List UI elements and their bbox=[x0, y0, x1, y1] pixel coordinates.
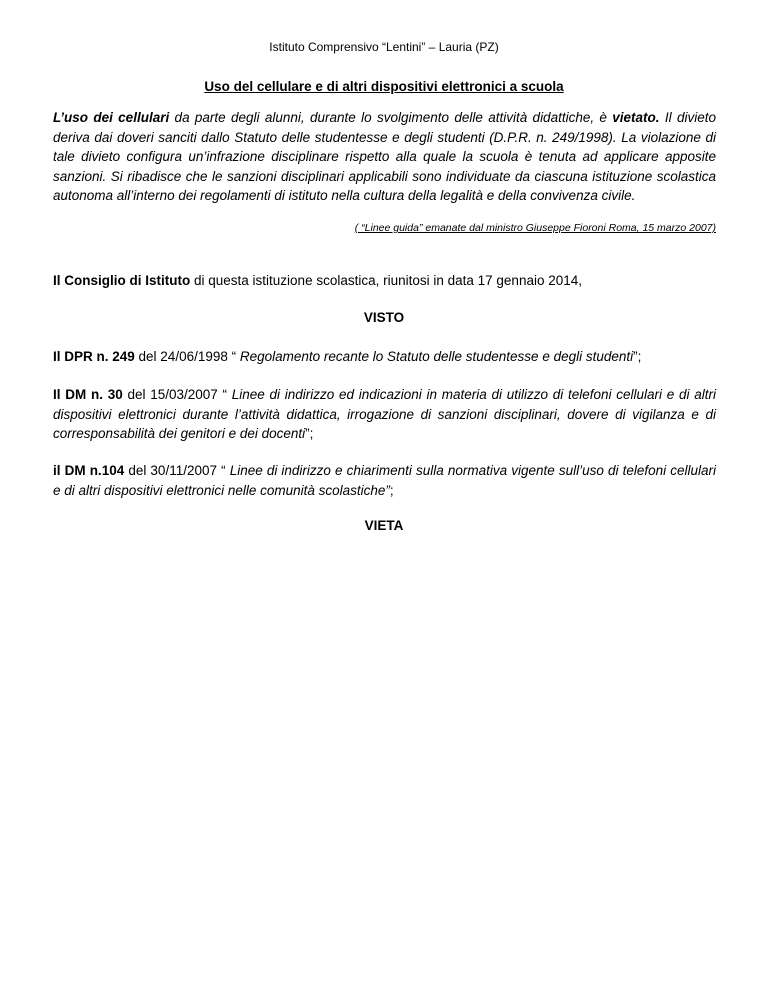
dpr-italic: Regolamento recante lo Statuto delle studentesse e degli studenti bbox=[239, 349, 634, 364]
dm30-italic: Linee di indirizzo ed indicazioni in materia di utilizzo di telefoni cellulari e di altri dispositivi elettronici durante l’attività didattica, irrogazione di sanzioni disciplinari, dovere di vigilanza e di corresponsabilità dei genitori e dei docenti bbox=[53, 387, 716, 441]
dpr-paragraph bbox=[53, 347, 716, 367]
quote-bold-start: L’uso dei cellulari bbox=[53, 110, 170, 125]
visto-heading: VISTO bbox=[363, 310, 405, 325]
consiglio-text: di questa istituzione scolastica, riunitosi in data 17 gennaio 2014, bbox=[190, 273, 583, 288]
quote-source bbox=[53, 222, 716, 234]
quote-text-2: Il divieto deriva dai doveri sanciti dallo Statuto delle studentesse e degli studenti (D.P.R. n. 249/1998). La violazione di tale divieto configura un’infrazione disciplinare rispetto alla quale la scuola è tenuta ad applicare apposite sanzioni. Si ribadisce che le sanzioni disciplinari applicabili sono individuate da ciascuna istituzione scolastica autonoma all’interno dei regolamenti di istituto nella cultura della legalità e della convivenza civile. bbox=[53, 110, 716, 203]
quote-bold-vietato: vietato. bbox=[612, 110, 660, 125]
quote-source-text: ( “Linee guida” emanate dal ministro Giuseppe Fioroni Roma, 15 marzo 2007) bbox=[354, 222, 716, 234]
page-header: Istituto Comprensivo “Lentini” – Lauria (PZ) bbox=[269, 40, 499, 54]
vieta-heading: VIETA bbox=[364, 518, 404, 533]
dpr-end: ”; bbox=[633, 349, 642, 364]
consiglio-bold: Il Consiglio di Istituto bbox=[53, 273, 191, 288]
document-title: Uso del cellulare e di altri dispositivi elettronici a scuola bbox=[204, 79, 564, 94]
quote-text-1: da parte degli alunni, durante lo svolgimento delle attività didattiche, è bbox=[169, 110, 613, 125]
dm104-italic: Linee di indirizzo e chiarimenti sulla normativa vigente sull’uso di telefoni cellulari e di altri dispositivi elettronici nelle comunità scolastiche” bbox=[53, 463, 716, 498]
dm104-text: del 30/11/2007 “ bbox=[124, 463, 230, 478]
dpr-bold: Il DPR n. 249 bbox=[53, 349, 135, 364]
dm30-end: ”; bbox=[305, 426, 314, 441]
dm30-text: del 15/03/2007 “ bbox=[122, 387, 232, 402]
dm30-paragraph bbox=[53, 385, 716, 444]
dm104-bold: il DM n.104 bbox=[53, 463, 125, 478]
dpr-text: del 24/06/1998 “ bbox=[134, 349, 240, 364]
dm30-bold: Il DM n. 30 bbox=[53, 387, 123, 402]
dm104-paragraph bbox=[53, 461, 716, 500]
dm104-end: ; bbox=[389, 482, 394, 498]
consiglio-paragraph bbox=[53, 271, 716, 291]
guidelines-quote bbox=[53, 108, 716, 206]
